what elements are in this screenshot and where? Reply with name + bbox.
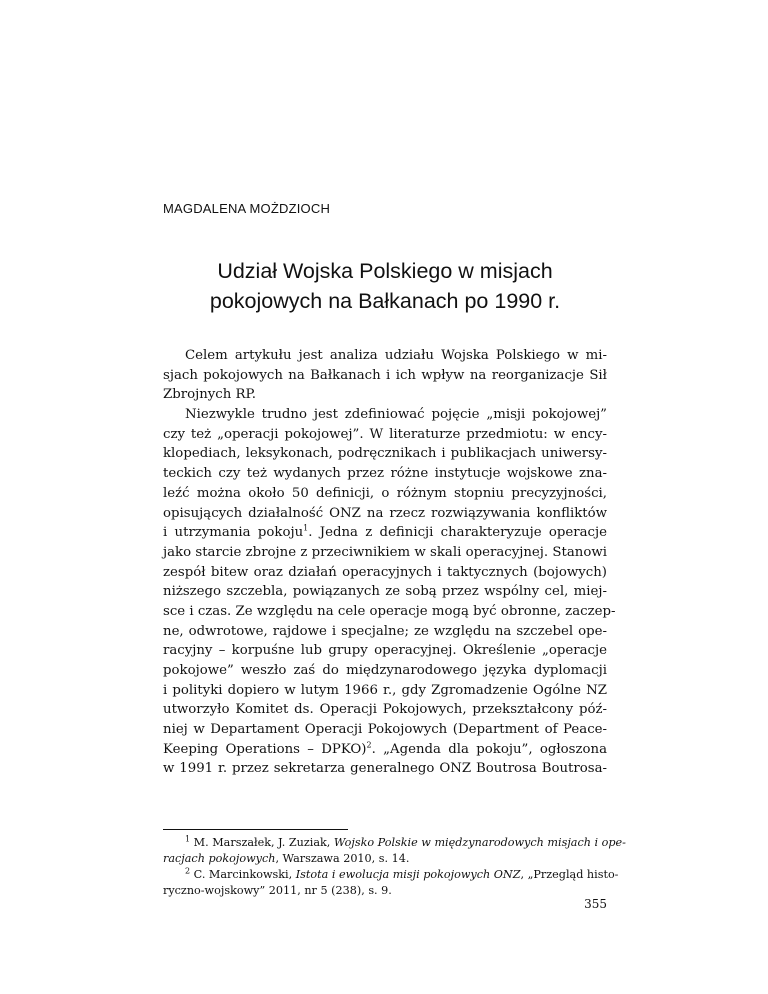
body-text: i utrzymania pokoju xyxy=(163,525,304,541)
body-line: niższego szczebla, powiązanych ze sobą przez wspólny cel, miej- xyxy=(163,584,607,600)
body-line xyxy=(163,523,607,543)
footnote-1-cont xyxy=(163,851,607,867)
footnote-ref: 2 xyxy=(366,740,372,750)
body-line: leźć można około 50 definicji, o różnym stopniu precyzyjności, xyxy=(163,485,607,501)
footnote-italic: Istota i ewolucja misji pokojowych ONZ xyxy=(295,868,521,881)
footnote-italic: racjach pokojowych xyxy=(163,852,276,865)
article-title xyxy=(163,256,607,316)
body-text: Keeping Operations – DPKO) xyxy=(163,741,367,757)
body-line: Niezwykle trudno jest zdefiniować pojęcie „misji pokojowej” xyxy=(185,407,607,423)
footnote-mark: 1 xyxy=(185,834,191,844)
article-body xyxy=(163,346,616,779)
body-line: ne, odwrotowe, rajdowe i specjalne; ze względu na szczebel ope- xyxy=(163,623,607,639)
footnote-divider xyxy=(163,829,348,830)
footnote-text: M. Marszałek, J. Zuziak, xyxy=(193,836,334,849)
body-line: czy też „operacji pokojowej”. W literaturze przedmiotu: w ency- xyxy=(163,426,607,442)
body-line: sce i czas. Ze względu na cele operacje mogą być obronne, zaczep- xyxy=(163,603,616,619)
footnote-2 xyxy=(163,866,619,883)
body-line: teckich czy też wydanych przez różne instytucje wojskowe zna- xyxy=(163,466,607,482)
body-line: w 1991 r. przez sekretarza generalnego ONZ Boutrosa Boutrosa- xyxy=(163,761,607,777)
body-line: utworzyło Komitet ds. Operacji Pokojowych, przekształcony póź- xyxy=(163,702,607,718)
footnote-ref: 1 xyxy=(303,523,309,533)
body-line: opisujących działalność ONZ na rzecz rozwiązywania konfliktów xyxy=(163,505,607,521)
body-line: racyjny – korpuśne lub grupy operacyjnej. Określenie „operacje xyxy=(163,643,607,659)
body-text: . Jedna z definicji charakteryzuje operacje xyxy=(308,525,607,541)
body-line: sjach pokojowych na Bałkanach i ich wpływ na reorganizacje Sił xyxy=(163,367,607,383)
body-line: Celem artykułu jest analiza udziału Wojska Polskiego w mi- xyxy=(185,348,607,363)
body-line: klopediach, leksykonach, podręcznikach i publikacjach uniwersy- xyxy=(163,446,607,462)
title-line-2: pokojowych na Bałkanach po 1990 r. xyxy=(209,289,561,313)
body-line: i polityki dopiero w lutym 1966 r., gdy Zgromadzenie Ogólne NZ xyxy=(163,682,607,698)
body-line: pokojowe” weszło zaś do międzynarodowego języka dyplomacji xyxy=(163,663,607,678)
footnote-text: , Warszawa 2010, s. 14. xyxy=(275,852,410,865)
footnotes xyxy=(163,834,626,899)
footnote-text: , „Przegląd histo- xyxy=(520,868,619,881)
footnote-mark: 2 xyxy=(185,866,191,876)
footnote-text: C. Marcinkowski, xyxy=(193,868,296,881)
footnote-1 xyxy=(163,834,626,851)
footnote-2-cont: ryczno-wojskowy” 2011, nr 5 (238), s. 9. xyxy=(163,884,392,897)
body-text: . „Agenda dla pokoju”, ogłoszona xyxy=(371,741,607,757)
footnote-italic: Wojsko Polskie w międzynarodowych misjach i ope- xyxy=(333,836,626,849)
body-line: jako starcie zbrojne z przeciwnikiem w skali operacyjnej. Stanowi xyxy=(163,544,607,560)
author-name: MAGDALENA MOŻDZIOCH xyxy=(163,201,331,216)
body-line xyxy=(163,740,607,760)
title-line-1: Udział Wojska Polskiego w misjach xyxy=(217,259,553,283)
page-number: 355 xyxy=(584,897,607,911)
body-line: niej w Departament Operacji Pokojowych (Department of Peace- xyxy=(163,722,607,738)
body-line: zespół bitew oraz działań operacyjnych i taktycznych (bojowych) xyxy=(163,564,607,580)
body-line: Zbrojnych RP. xyxy=(163,387,257,403)
